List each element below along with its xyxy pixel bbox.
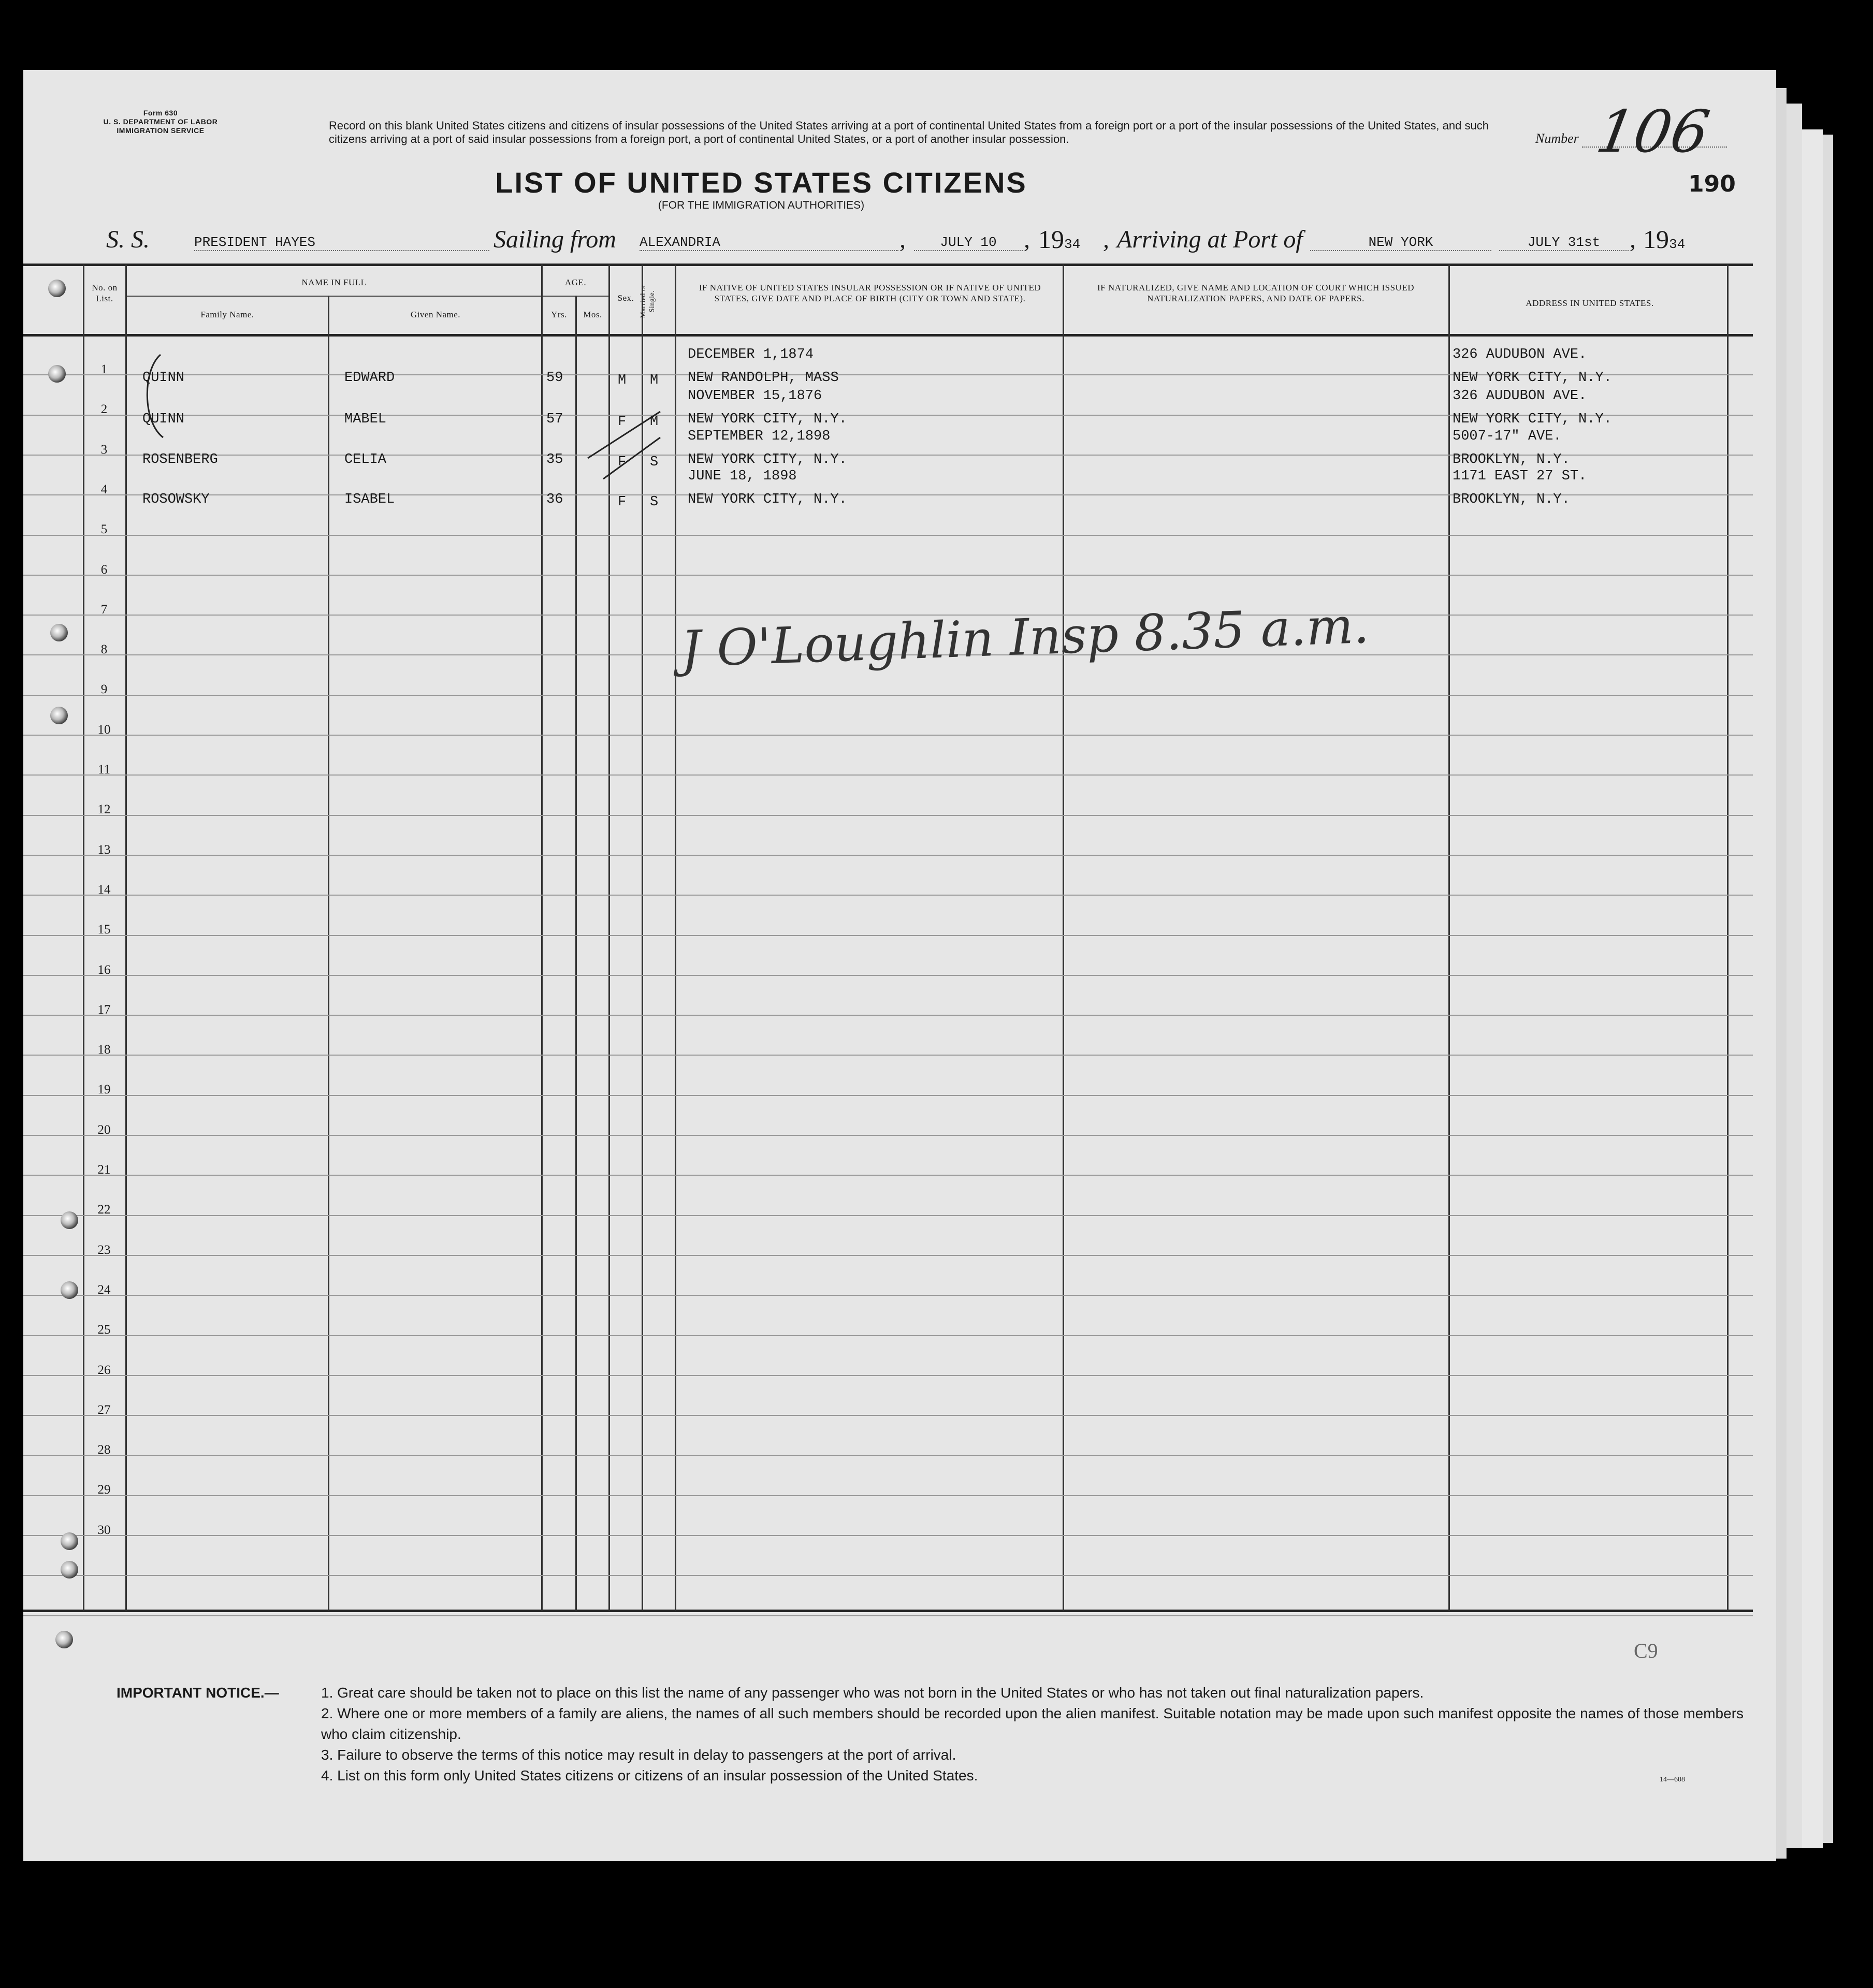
row-line [23, 1295, 1753, 1296]
marital-status: M [650, 414, 659, 430]
row-line [23, 1415, 1753, 1416]
address-line-2: NEW YORK CITY, N.Y. [1453, 370, 1612, 386]
print-code: 14—608 [1660, 1776, 1685, 1784]
page-edge [1802, 129, 1823, 1848]
col-divider [83, 265, 84, 1611]
family-name: QUINN [142, 370, 185, 386]
manifest-page [23, 70, 1776, 1861]
col-header-given: Given Name. [410, 310, 461, 319]
col-header-yrs: Yrs. [551, 310, 567, 319]
row-number: 7 [100, 603, 108, 617]
marital-status: S [650, 455, 659, 470]
age-years: 36 [546, 492, 563, 507]
marital-status: M [650, 373, 659, 388]
arrival-port: NEW YORK [1310, 235, 1491, 251]
sheet-number: 190 [1688, 171, 1736, 197]
col-header-family: Family Name. [200, 310, 254, 319]
row-line [23, 1335, 1753, 1336]
row-number: 16 [97, 963, 111, 977]
col-divider [125, 265, 127, 1611]
row-line [23, 774, 1753, 776]
col-header-sex: Sex. [617, 293, 634, 303]
col-divider [328, 296, 329, 1611]
sail-date: JULY 10 [914, 235, 1023, 251]
notice-item-4: 4. List on this form only United States citizens or citizens of an insular possession of the United States. [321, 1767, 978, 1784]
comma: , [899, 226, 906, 253]
col-header-name: NAME IN FULL [301, 277, 367, 287]
row-number: 11 [97, 763, 111, 777]
row-line [23, 1215, 1753, 1216]
page-subtitle: (FOR THE IMMIGRATION AUTHORITIES) [658, 199, 865, 211]
page-edge [1823, 135, 1833, 1843]
given-name: ISABEL [344, 492, 395, 507]
row-line [23, 975, 1753, 976]
age-years: 57 [546, 412, 563, 427]
row-line [23, 1455, 1753, 1456]
birth-place: NEW YORK CITY, N.Y. [688, 492, 847, 507]
address-line-1: 326 AUDUBON AVE. [1453, 347, 1587, 362]
birth-date: DECEMBER 1,1874 [688, 347, 814, 362]
row-line [23, 1375, 1753, 1376]
comma: , [1630, 226, 1636, 253]
row-line [23, 1575, 1753, 1576]
row-number: 5 [100, 522, 108, 536]
row-number: 14 [97, 883, 111, 897]
row-number: 13 [97, 843, 111, 857]
row-line [23, 935, 1753, 936]
col-divider [1448, 265, 1450, 1611]
notice-item-1: 1. Great care should be taken not to place on this list the name of any passenger who was not born in the United States or who has not taken out final naturalization papers. [321, 1685, 1424, 1701]
age-years: 35 [546, 452, 563, 467]
given-name: EDWARD [344, 370, 395, 386]
col-header-age: AGE. [564, 277, 587, 287]
row-number: 27 [97, 1403, 111, 1417]
row-number: 4 [100, 483, 108, 496]
address-line-2: NEW YORK CITY, N.Y. [1453, 412, 1612, 427]
row-number: 19 [97, 1083, 111, 1097]
sex: F [618, 494, 627, 510]
row-number: 28 [97, 1443, 111, 1457]
address-line-1: 326 AUDUBON AVE. [1453, 388, 1587, 404]
col-header-married: Married or Single. [640, 284, 656, 318]
age-header-rule [541, 296, 608, 297]
family-name: ROSOWSKY [142, 492, 210, 507]
arrival-year: 34 [1669, 237, 1686, 252]
binder-hole [61, 1281, 78, 1299]
given-name: CELIA [344, 452, 387, 467]
birth-date: NOVEMBER 15,1876 [688, 388, 822, 404]
name-header-rule [127, 296, 541, 297]
notice-item-3: 3. Failure to observe the terms of this notice may result in delay to passengers at the port of arrival. [321, 1747, 956, 1763]
comma: , [1103, 226, 1109, 253]
row-line [23, 1255, 1753, 1256]
arrival-year-prefix: 19 [1643, 225, 1669, 254]
notice-label: IMPORTANT NOTICE.— [117, 1685, 279, 1701]
row-line [23, 695, 1753, 696]
row-number: 15 [97, 923, 111, 937]
row-number: 20 [97, 1123, 111, 1137]
ship-name: PRESIDENT HAYES [194, 235, 489, 251]
row-number: 17 [97, 1003, 111, 1017]
row-line [23, 1095, 1753, 1096]
row-number: 10 [97, 723, 111, 737]
marital-status: S [650, 494, 659, 510]
col-header-address: ADDRESS IN UNITED STATES. [1526, 298, 1654, 308]
given-name: MABEL [344, 412, 387, 427]
table-bottom-rule [23, 1610, 1753, 1612]
row-line [23, 895, 1753, 896]
family-name: QUINN [142, 412, 185, 427]
birth-place: NEW YORK CITY, N.Y. [688, 412, 847, 427]
birth-place: NEW RANDOLPH, MASS [688, 370, 839, 386]
sex: F [618, 414, 627, 430]
address-line-1: 5007-17" AVE. [1453, 429, 1562, 444]
sailing-label: Sailing from [493, 226, 616, 253]
sail-year: 34 [1064, 237, 1081, 252]
record-instructions: Record on this blank United States citizens and citizens of insular possessions of the United States arriving at a port of continental United States from a foreign port or a port of the insular possessions of the United States, and such citizens arriving at a port of said insular possessions from a foreign port, a port of continental United States, or a port of another insular possession. [329, 119, 1489, 145]
col-header-native: IF NATIVE OF UNITED STATES INSULAR POSSESSION OR IF NATIVE OF UNITED STATES, GIVE DATE AND PLACE OF BIRTH (CITY OR TOWN AND STATE). [699, 283, 1041, 303]
notice-item-2: 2. Where one or more members of a family are aliens, the names of all such members should be recorded upon the alien manifest. Suitable notation may be made upon such manifest opposite the names of those members who claim citizenship. [321, 1705, 1744, 1742]
row-line [23, 855, 1753, 856]
list-number: 106 [1591, 98, 1715, 166]
address-line-2: BROOKLYN, N.Y. [1453, 492, 1570, 507]
sex: F [618, 455, 627, 470]
comma: , [1024, 226, 1030, 253]
col-divider [575, 296, 577, 1611]
arriving-label: Arriving at Port of [1117, 226, 1303, 253]
row-line [23, 575, 1753, 576]
binder-hole [55, 1631, 73, 1648]
check-marks [583, 406, 665, 484]
row-line [23, 1055, 1753, 1056]
birth-place: NEW YORK CITY, N.Y. [688, 452, 847, 467]
page-title: LIST OF UNITED STATES CITIZENS [495, 166, 1027, 199]
row-number: 2 [100, 402, 108, 416]
row-number: 29 [97, 1483, 111, 1497]
from-port: ALEXANDRIA [640, 235, 898, 251]
row-line [23, 1495, 1753, 1496]
row-number: 22 [97, 1203, 111, 1217]
address-line-1: 1171 EAST 27 ST. [1453, 469, 1587, 484]
row-number: 18 [97, 1043, 111, 1057]
header-bottom-rule [23, 334, 1753, 337]
row-number: 9 [100, 682, 108, 696]
form-id: Form 630 U. S. DEPARTMENT OF LABOR IMMIGRATION SERVICE [103, 109, 218, 135]
binder-hole [50, 707, 68, 724]
row-line [23, 815, 1753, 816]
row-number: 12 [97, 802, 111, 816]
row-number: 24 [97, 1283, 111, 1297]
binder-hole [48, 365, 66, 383]
row-number: 6 [100, 563, 108, 577]
sex: M [618, 373, 627, 388]
row-number: 30 [97, 1523, 111, 1537]
arrival-date: JULY 31st [1499, 235, 1629, 251]
col-divider [1063, 265, 1064, 1611]
row-line [23, 1615, 1753, 1616]
inspector-note: J O'Loughlin Insp 8.35 a.m. [680, 596, 1370, 679]
sail-year-prefix: 19 [1038, 225, 1064, 254]
ss-label: S. S. [106, 226, 150, 253]
row-line [23, 535, 1753, 536]
row-number: 23 [97, 1243, 111, 1257]
binder-hole [50, 624, 68, 641]
row-line [23, 735, 1753, 736]
birth-date: JUNE 18, 1898 [688, 469, 797, 484]
col-header-mos: Mos. [583, 310, 602, 319]
col-divider [1727, 265, 1729, 1611]
address-line-2: BROOKLYN, N.Y. [1453, 452, 1570, 467]
page-edge [1776, 88, 1787, 1859]
row-line [23, 1135, 1753, 1136]
row-number: 26 [97, 1363, 111, 1377]
row-number: 21 [97, 1163, 111, 1177]
row-line [23, 1015, 1753, 1016]
binder-hole [48, 280, 66, 297]
col-divider [675, 265, 676, 1611]
binder-hole [61, 1211, 78, 1229]
row-number: 8 [100, 642, 108, 656]
binder-hole [61, 1532, 78, 1550]
page-edge [1787, 104, 1802, 1848]
age-years: 59 [546, 370, 563, 386]
family-bracket [137, 349, 168, 443]
row-number: 25 [97, 1323, 111, 1337]
birth-date: SEPTEMBER 12,1898 [688, 429, 831, 444]
row-number: 1 [100, 362, 108, 376]
number-label: Number [1535, 131, 1579, 146]
col-header-no: No. on List. [92, 283, 118, 303]
row-line [23, 1175, 1753, 1176]
row-number: 3 [100, 443, 108, 457]
col-header-naturalized: IF NATURALIZED, GIVE NAME AND LOCATION OF COURT WHICH ISSUED NATURALIZATION PAPERS, AND DATE OF PAPERS. [1097, 283, 1414, 303]
family-name: ROSENBERG [142, 452, 218, 467]
binder-hole [61, 1561, 78, 1578]
table-top-rule [23, 264, 1753, 266]
col-divider [541, 265, 543, 1611]
row-line [23, 1535, 1753, 1536]
corner-mark: C9 [1634, 1639, 1658, 1662]
